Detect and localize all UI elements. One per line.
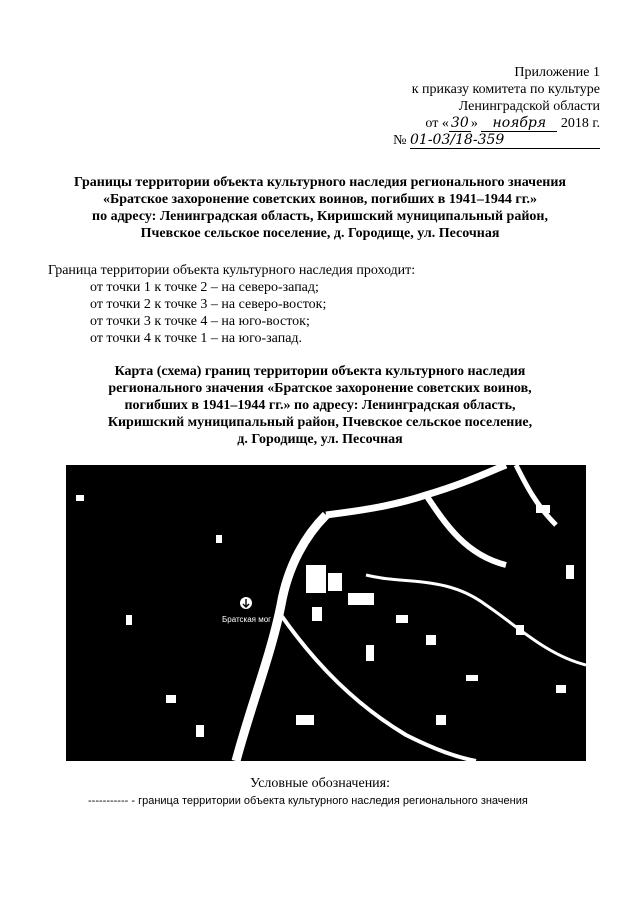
boundary-line-symbol: -----------: [88, 795, 129, 807]
building: [76, 495, 84, 501]
building: [556, 685, 566, 693]
date-day: 30: [449, 116, 471, 132]
building: [436, 715, 446, 725]
border-point: от точки 4 к точке 1 – на юго-запад.: [90, 331, 303, 346]
building: [166, 695, 176, 703]
border-point: от точки 3 к точке 4 – на юго-восток;: [90, 314, 310, 329]
title-line: Пчевское сельское поселение, д. Городище, ул. Песочная: [140, 226, 500, 241]
building: [396, 615, 408, 623]
building: [466, 675, 478, 681]
building: [516, 625, 524, 635]
border-description: [48, 262, 608, 347]
map-title-line: регионального значения «Братское захоронение советских воинов,: [108, 381, 532, 396]
order-number: 01-03/18-359: [410, 133, 600, 149]
building: [196, 725, 204, 737]
building: [328, 573, 342, 591]
map-pin-icon: [240, 597, 252, 609]
document-title: [40, 174, 600, 242]
building: [366, 645, 374, 661]
building: [566, 565, 574, 579]
border-point: от точки 2 к точке 3 – на северо-восток;: [90, 297, 327, 312]
date-month: ноября: [481, 116, 557, 132]
date-year: 2018 г.: [560, 116, 600, 131]
building: [536, 505, 550, 513]
map-title-line: Киришский муниципальный район, Пчевское сельское поселение,: [107, 415, 533, 430]
building: [296, 715, 314, 725]
building: [126, 615, 132, 625]
map-title-line: Карта (схема) границ территории объекта культурного наследия: [114, 364, 526, 379]
map-marker-label: Братская мог: [222, 615, 272, 624]
appendix-number: [380, 132, 600, 149]
border-intro: Граница территории объекта культурного наследия проходит:: [48, 263, 416, 278]
appendix-label: Приложение 1: [514, 65, 600, 80]
map-title: [40, 363, 600, 448]
title-line: Границы территории объекта культурного наследия регионального значения: [73, 175, 566, 190]
appendix-date: [380, 115, 600, 132]
map-title-line: д. Городище, ул. Песочная: [237, 432, 403, 447]
satellite-map: [66, 465, 586, 761]
date-prefix: от «: [425, 116, 449, 131]
map-title-line: погибших в 1941–1944 гг.» по адресу: Ленинградская область,: [124, 398, 516, 413]
appendix-region: Ленинградской области: [458, 99, 600, 114]
date-mid: »: [470, 116, 478, 131]
legend-title: Условные обозначения:: [249, 776, 391, 791]
number-prefix: №: [393, 133, 407, 148]
appendix-block: [380, 64, 600, 149]
border-point: от точки 1 к точке 2 – на северо-запад;: [90, 280, 319, 295]
building: [426, 635, 436, 645]
legend-description: - граница территории объекта культурного наследия регионального значения: [128, 795, 528, 807]
title-line: «Братское захоронение советских воинов, погибших в 1941–1944 гг.»: [103, 192, 537, 207]
map-image: [66, 465, 586, 761]
building: [312, 607, 322, 621]
building: [216, 535, 222, 543]
building: [306, 565, 326, 593]
legend-row: [88, 794, 528, 808]
building: [348, 593, 374, 605]
title-line: по адресу: Ленинградская область, Киришский муниципальный район,: [92, 209, 548, 224]
appendix-order-ref: к приказу комитета по культуре: [411, 82, 600, 97]
